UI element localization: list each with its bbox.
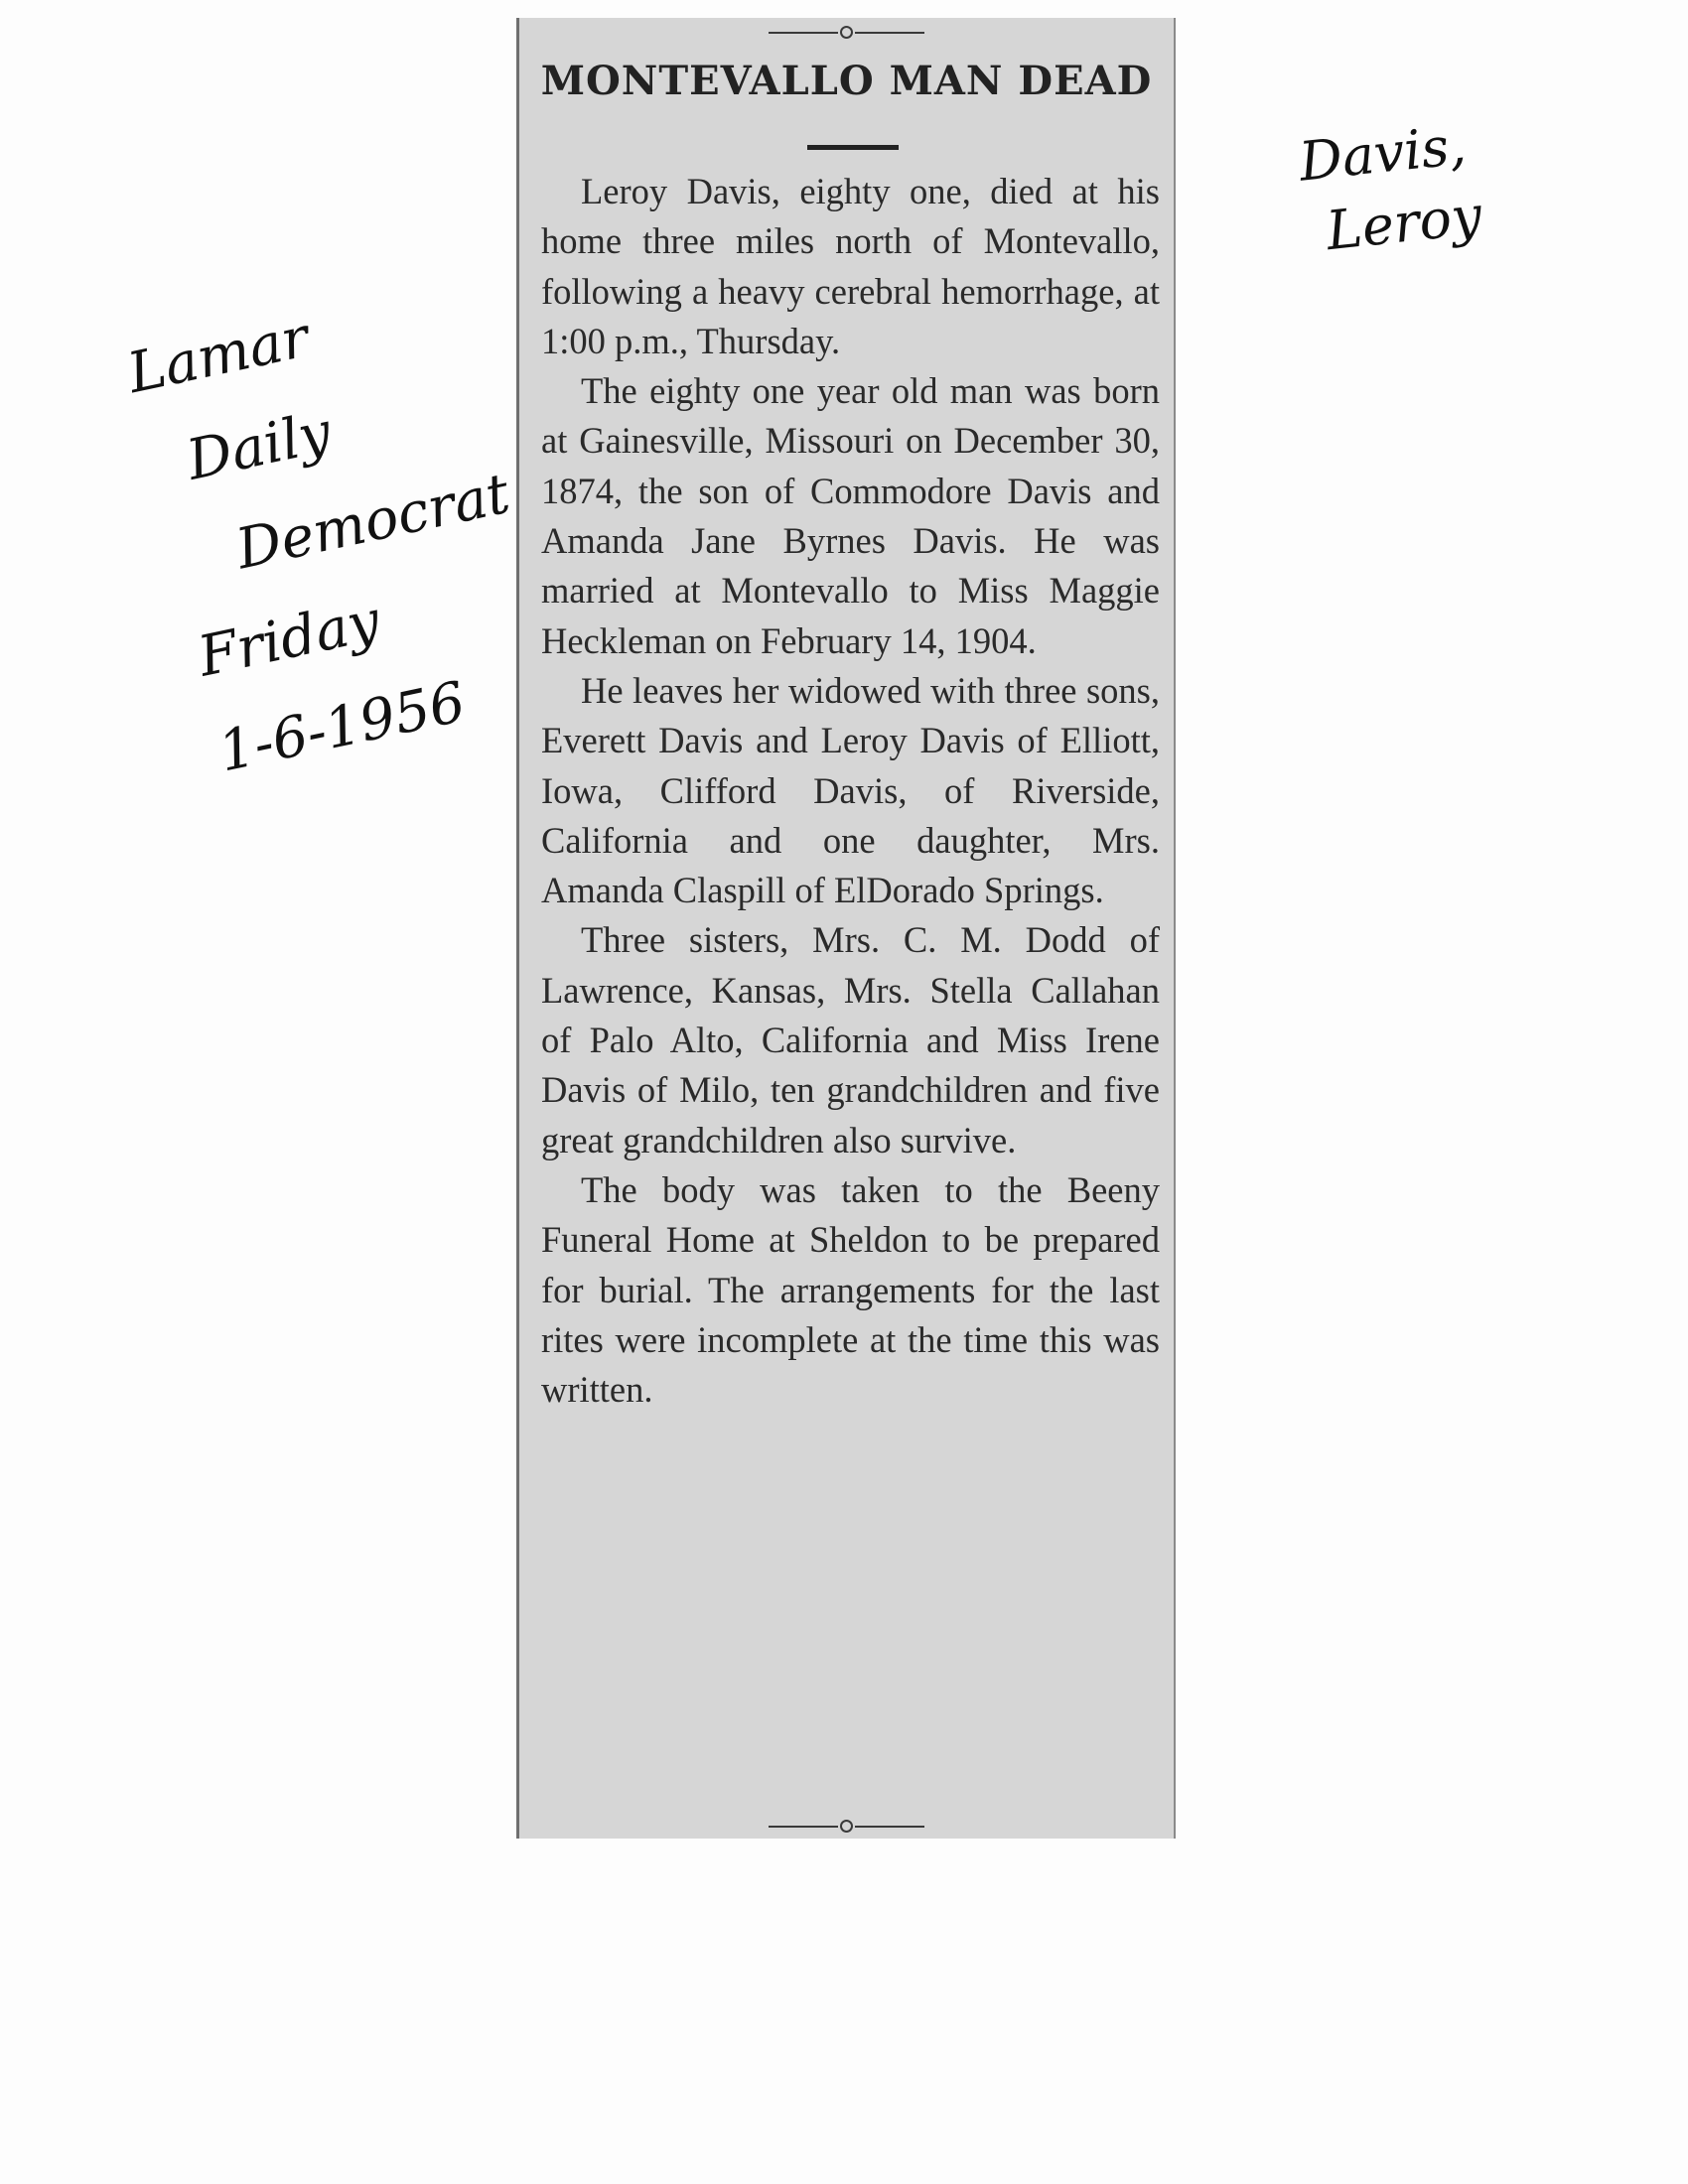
handwritten-source-line-2: Daily xyxy=(181,399,337,493)
newspaper-clipping xyxy=(516,18,1176,1839)
handwritten-given-name: Leroy xyxy=(1323,184,1485,263)
paragraph-5: The body was taken to the Beeny Funeral Home at Sheldon to be prepared for burial. The arrangements for the last rites were incomplete at the time this was written. xyxy=(541,1168,1160,1411)
handwritten-surname: Davis, xyxy=(1296,113,1470,194)
paragraph-1: Leroy Davis, eighty one, died at his home three miles north of Montevallo, following a heavy cerebral hemorrhage, at 1:00 p.m., Thursday. xyxy=(541,171,1160,361)
paragraph-4: Three sisters, Mrs. C. M. Dodd of Lawrence, Kansas, Mrs. Stella Callahan of Palo Alto, California and Miss Irene Davis of Milo, ten grandchildren and five great grandchildren also survive. xyxy=(541,919,1160,1160)
headline-rule xyxy=(807,145,899,150)
top-ornament-rule xyxy=(519,26,1174,39)
paragraph-2: The eighty one year old man was born at Gainesville, Missouri on December 30, 1874, the son of Commodore Davis and Amanda Jane Byrnes Davis. He was married at Montevallo to Miss Maggie Heckleman on February 14, 1904. xyxy=(541,370,1160,661)
handwritten-source-line-1: Lamar xyxy=(122,305,315,407)
headline: MONTEVALLO MAN DEAD xyxy=(540,58,1153,104)
paragraph-3: He leaves her widowed with three sons, Everett Davis and Leroy Davis of Elliott, Iowa, Clifford Davis, of Riverside, California and one daughter, Mrs. Amanda Claspill of ElDorado Springs. xyxy=(541,669,1160,911)
handwritten-source-note xyxy=(119,255,559,803)
bottom-ornament-rule xyxy=(519,1820,1174,1833)
article-body xyxy=(541,167,1160,1415)
handwritten-source-line-5: 1-6-1956 xyxy=(212,669,472,785)
handwritten-source-line-4: Friday xyxy=(193,588,386,690)
handwritten-source-line-3: Democrat xyxy=(230,461,515,583)
handwritten-name-note xyxy=(1296,109,1485,270)
